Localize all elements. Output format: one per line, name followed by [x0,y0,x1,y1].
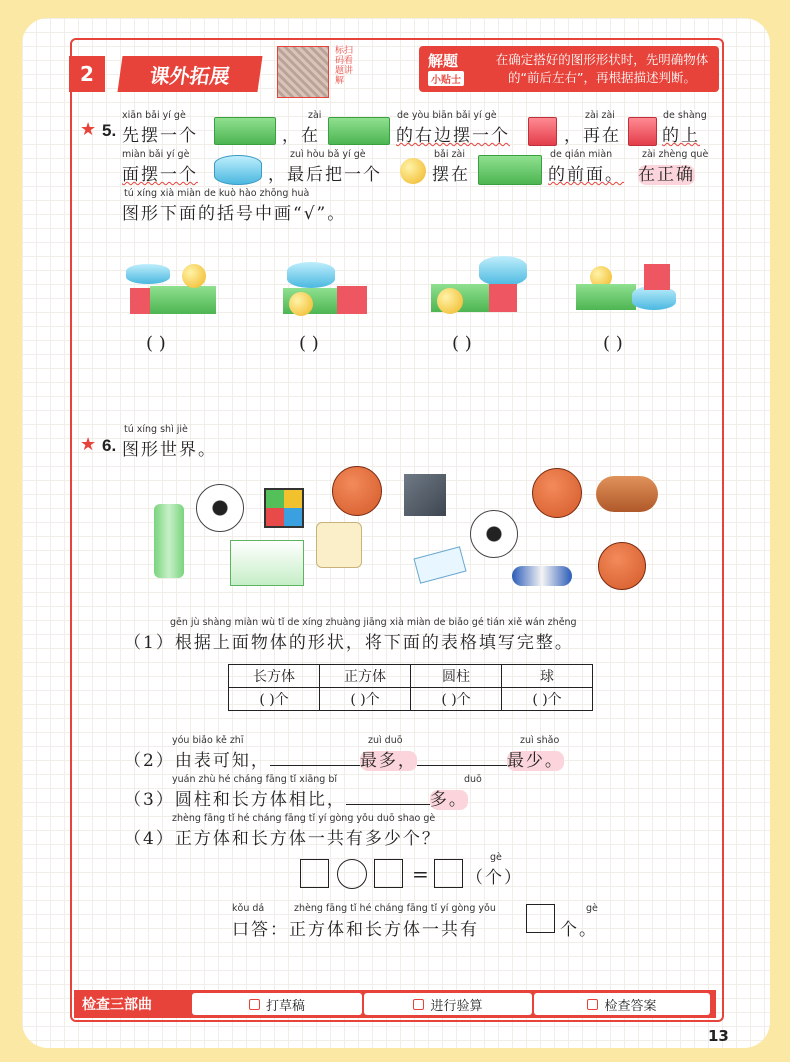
blank-least[interactable] [417,765,507,766]
q6-p3: （3）圆柱和长方体相比， 多。 [124,790,468,810]
operator-circle[interactable] [337,859,367,889]
equation-box[interactable] [374,859,403,888]
pinyin: zài zài [585,110,615,121]
equation-box[interactable] [434,859,463,888]
pinyin: gè [490,852,502,863]
check-title: 检查三部曲 [82,997,152,1013]
q5-text: ，在 [282,126,320,146]
table-header: 球 [502,665,593,688]
pinyin: xiān bǎi yí gè [122,110,186,121]
q5-text: 的上 [662,126,700,146]
q5-text: 在正确 [638,165,695,185]
page-number: 13 [708,1027,729,1045]
pinyin: de yòu biān bǎi yí gè [397,110,497,121]
answer-paren-d[interactable]: ( ) [603,333,623,354]
draft-checkbox[interactable]: 打草稿 [192,993,362,1015]
table-header: 正方体 [320,665,411,688]
pinyin: de shàng [663,110,707,121]
table-cell[interactable]: ( )个 [320,688,411,711]
q5-text: 的前面。 [548,165,624,185]
pinyin: zài [308,110,322,121]
pinyin: kǒu dá [232,903,265,914]
q5-text: 先摆一个 [122,126,198,146]
option-d-figure [574,250,684,320]
blue-cylinder-icon [214,155,262,185]
q6-p4: （4）正方体和长方体一共有多少个？ [124,829,441,849]
soccer-ball-icon [470,510,518,558]
equation-box[interactable] [300,859,329,888]
shuttlecock-tube-cylinder-icon [512,566,572,586]
checkbox-icon [413,999,424,1010]
green-cuboid-icon [214,117,276,145]
equals-sign: = [412,862,431,886]
option-c-figure [427,250,537,320]
pinyin: zuì duō [368,735,403,746]
table-header: 圆柱 [411,665,502,688]
q6-title: 图形世界。 [122,440,217,460]
section-title: 课外拓展 [117,56,262,92]
oral-answer-end: 个。 [560,920,598,940]
pinyin: zuì hòu bǎ yí gè [290,149,366,160]
red-cube-icon [628,117,657,146]
glue-stick-cylinder-icon [154,504,184,578]
pinyin: yóu biǎo kě zhī [172,735,244,746]
pinyin: duō [464,774,482,785]
yellow-ball-icon [400,158,426,184]
tip-text: 在确定搭好的图形形状时，先明确物体的“前后左右”，再根据描述判断。 [495,52,709,85]
pinyin: tú xíng xià miàn de kuò hào zhōng huà [124,188,310,199]
green-cuboid-icon [478,155,542,185]
pinyin: yuán zhù hé cháng fāng tǐ xiāng bǐ [172,774,338,785]
pinyin: bǎi zài [434,149,465,160]
oral-answer: 口答：正方体和长方体一共有 [232,920,479,940]
q5-text: ，最后把一个 [268,165,382,185]
checkbox-icon [249,999,260,1010]
basketball-icon [532,468,582,518]
pinyin: zhèng fāng tǐ hé cháng fāng tǐ yí gòng yǒu duō shao gè [172,813,436,824]
blank-most[interactable] [270,765,360,766]
option-a-figure [120,250,230,320]
option-b-figure [277,250,387,320]
q5-text: ，再在 [564,126,621,146]
dice-cube-icon [316,522,362,568]
q5-text: 的右边摆一个 [396,126,510,146]
scan-label: 标扫码看题讲解 [335,46,354,86]
answer-paren-b[interactable]: ( ) [299,333,319,354]
pinyin: zhèng fāng tǐ hé cháng fāng tǐ yí gòng yǒu [294,903,496,914]
check-answer-checkbox[interactable]: 检查答案 [534,993,710,1015]
gray-cube-icon [404,474,446,516]
qr-code[interactable] [277,46,329,98]
table-cell[interactable]: ( )个 [229,688,320,711]
answer-box[interactable] [526,904,555,933]
log-cylinder-icon [596,476,658,512]
basketball-icon [598,542,646,590]
q5-number: 5. [102,121,117,140]
q6-p2: （2）由表可知， 最多， 最少。 [124,751,564,771]
tip-subtitle: 小贴士 [428,71,464,86]
pinyin: de qián miàn [550,149,613,160]
checkbox-icon [587,999,598,1010]
table-cell[interactable]: ( )个 [411,688,502,711]
q5-text: 摆在 [432,165,470,185]
blank-more[interactable] [346,804,430,805]
green-cuboid-icon [328,117,390,145]
table-header: 长方体 [229,665,320,688]
soccer-ball-icon [196,484,244,532]
shape-count-table [228,664,593,711]
answer-paren-c[interactable]: ( ) [452,333,472,354]
answer-paren-a[interactable]: ( ) [146,333,166,354]
q6-number: 6. [102,436,117,455]
star-icon: ★ [80,434,97,455]
pinyin: gēn jù shàng miàn wù tǐ de xíng zhuàng jiāng xià miàn de biǎo gé tián xiě wán zhěng [170,617,577,628]
q6-p1: （1）根据上面物体的形状，将下面的表格填写完整。 [124,633,574,653]
star-icon: ★ [80,119,97,140]
q5-text: 面摆一个 [122,165,198,185]
red-cube-icon [528,117,557,146]
pinyin: gè [586,903,598,914]
section-number-badge: 2 [69,56,105,92]
tip-title: 解题 [428,52,459,70]
rubiks-cube-icon [264,488,304,528]
pinyin: tú xíng shì jiè [124,424,188,435]
basketball-icon [332,466,382,516]
pinyin: zài zhèng què [642,149,709,160]
pinyin: miàn bǎi yí gè [122,149,190,160]
q5-text: 图形下面的括号中画“√”。 [122,204,347,224]
unit-label: （个） [466,868,523,888]
table-cell[interactable]: ( )个 [502,688,593,711]
verify-checkbox[interactable]: 进行验算 [364,993,532,1015]
pinyin: zuì shǎo [520,735,560,746]
tissue-box-cuboid-icon [230,540,304,586]
